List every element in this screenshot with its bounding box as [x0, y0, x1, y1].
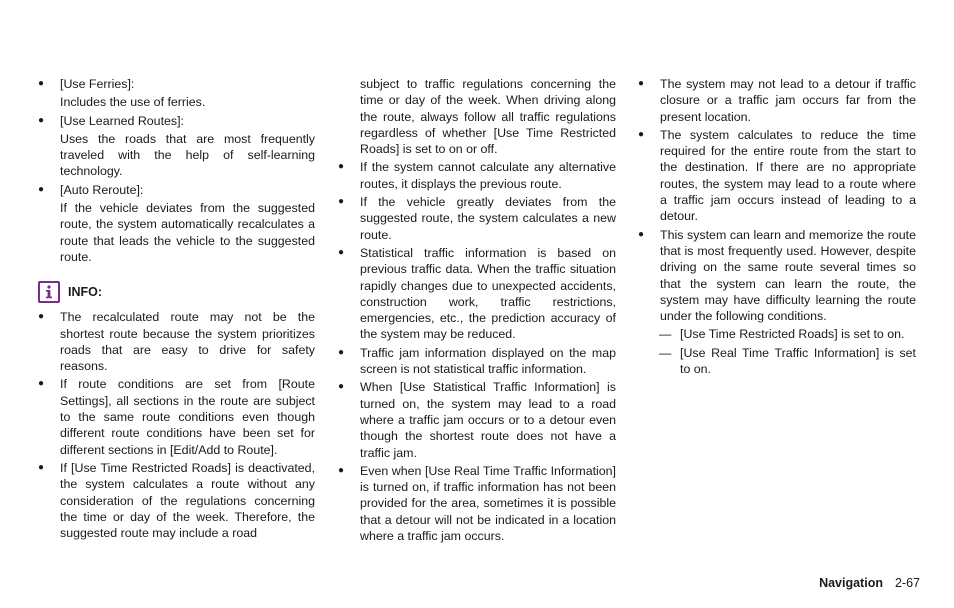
info-bullet: ● Statistical traffic information is based on previous traffic data. When the traffic situation rapidly changes due to unexpected accidents, construction work, traffic restrictions, emergencies, etc., the prediction accuracy of the system may be reduced. — [338, 245, 616, 342]
info-bullet: ● If [Use Time Restricted Roads] is deactivated, the system calculates a route without any consideration of the regulations concerning the time or day of the week. Therefore, the suggested route may include a road — [38, 460, 315, 541]
dash-marker: — — [659, 345, 672, 360]
bullet-dot: ● — [338, 346, 345, 358]
bullet-dot: ● — [38, 183, 45, 195]
info-bullet: ● The system may not lead to a detour if traffic closure or a traffic jam occurs far from the present location. — [638, 77, 916, 124]
bullet-dot: ● — [38, 378, 45, 390]
page-number: 2-67 — [894, 576, 920, 590]
bullet-use-ferries: ● [Use Ferries]: — [38, 77, 135, 91]
bullet-dot: ● — [338, 246, 345, 258]
bullet-dot: ● — [338, 464, 345, 476]
bullet-dot: ● — [638, 228, 645, 240]
column-3 — [638, 76, 916, 379]
bullet-dot: ● — [338, 161, 345, 173]
info-bullet: ● Even when [Use Real Time Traffic Information] is turned on, if traffic information has not been provided for the area, sometimes it is possible that a detour will not be indicated in a location where a traffic jam occurs. — [338, 463, 616, 544]
bullet-dot: ● — [38, 114, 45, 126]
desc-use-ferries: Includes the use of ferries. — [60, 95, 206, 110]
info-bullet: ● If the system cannot calculate any alternative routes, it displays the previous route. — [338, 160, 616, 191]
continuation-paragraph: subject to traffic regulations concerning the time or day of the week. When driving along the route, always follow all traffic regulations regardless of whether [Use Time Restricted Roads] is set to on or off. — [360, 77, 616, 157]
bullet-use-learned-routes: ● [Use Learned Routes]: — [38, 113, 184, 128]
desc-use-learned-routes: Uses the roads that are most frequently traveled with the help of self-learning technology. — [60, 131, 315, 179]
info-bullet: ● When [Use Statistical Traffic Information] is turned on, the system may lead to a road where a traffic jam occurs or to a detour even though the shortest route does not have a traffic jam. — [338, 380, 616, 460]
info-bullet: ● The recalculated route may not be the shortest route because the system prioritizes roads that are easy to drive for safety reasons. — [38, 310, 315, 374]
column-2 — [338, 76, 616, 546]
info-bullet: ● If the vehicle greatly deviates from the suggested route, the system calculates a new route. — [338, 195, 616, 242]
dash-marker: — — [659, 327, 672, 342]
column-1 — [38, 76, 315, 543]
bullet-dot: ● — [338, 196, 345, 208]
info-bullet: ● This system can learn and memorize the route that is most frequently used. However, despite driving on the same route several times so that the system can learn the route, the system may have difficulty learning the route under the following conditions. — [638, 227, 916, 324]
condition-item: — [Use Time Restricted Roads] is set to on. — [659, 327, 905, 342]
page-footer — [780, 576, 920, 590]
bullet-dot: ● — [638, 128, 645, 140]
info-heading — [38, 281, 315, 303]
info-bullet: ● Traffic jam information displayed on the map screen is not statistical traffic information. — [338, 345, 616, 377]
desc-auto-reroute: If the vehicle deviates from the suggested route, the system automatically recalculates a route that leads the vehicle to the suggested route. — [60, 201, 315, 264]
bullet-dot: ● — [38, 461, 45, 473]
info-bullet: ● The system calculates to reduce the time required for the entire route from the start to the destination. If there are no appropriate routes, the system may lead to a route where a traffic jam occurs instead of leading to a detour. — [638, 127, 916, 224]
condition-item: — [Use Real Time Traffic Information] is set to on. — [659, 345, 916, 377]
bullet-dot: ● — [38, 78, 45, 89]
bullet-dot: ● — [38, 311, 45, 323]
info-i-icon — [38, 281, 60, 303]
bullet-dot: ● — [338, 381, 345, 393]
bullet-auto-reroute: ● [Auto Reroute]: — [38, 182, 144, 197]
bullet-dot: ● — [638, 78, 645, 89]
section-name: Navigation — [819, 576, 883, 590]
info-label: INFO: — [68, 285, 103, 300]
info-bullet: ● If route conditions are set from [Route Settings], all sections in the route are subject to the same route conditions even though different route conditions have been set for different sections in [Edit/Add to Route]. — [38, 377, 315, 457]
